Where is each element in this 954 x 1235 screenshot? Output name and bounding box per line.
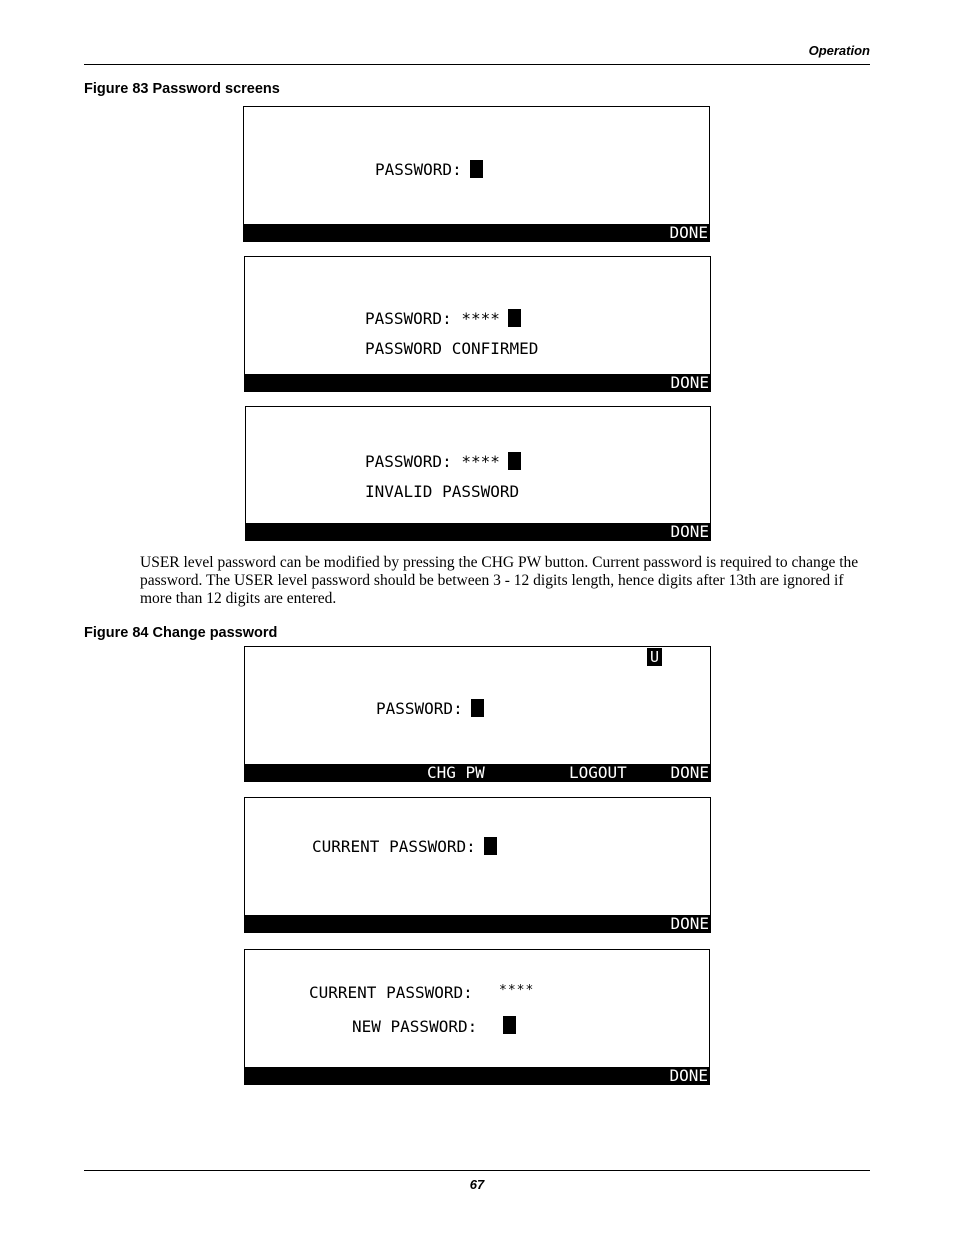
password-prompt: PASSWORD:	[376, 699, 484, 719]
invalid-password-message: INVALID PASSWORD	[365, 482, 520, 501]
logout-softkey[interactable]: LOGOUT	[569, 763, 627, 782]
done-softkey[interactable]: DONE	[670, 522, 709, 541]
softkey-bar	[245, 523, 711, 541]
softkey-bar	[243, 224, 710, 242]
figure-84-caption: Figure 84 Change password	[84, 625, 278, 641]
lcd-screen-invalid-password	[245, 406, 711, 541]
done-softkey[interactable]: DONE	[669, 223, 708, 242]
chg-pw-softkey[interactable]: CHG PW	[427, 763, 485, 782]
current-password-masked-value: ****	[499, 983, 535, 998]
user-level-badge: U	[647, 648, 662, 666]
figure-83-caption: Figure 83 Password screens	[84, 81, 280, 97]
header-rule	[84, 64, 870, 65]
body-paragraph	[140, 554, 875, 608]
current-password-prompt: CURRENT PASSWORD:	[312, 837, 497, 857]
softkey-bar	[244, 1067, 710, 1085]
input-cursor	[503, 1016, 516, 1034]
done-softkey[interactable]: DONE	[669, 1066, 708, 1085]
softkey-bar	[244, 915, 711, 933]
lcd-screen-password-entry	[243, 106, 710, 242]
lcd-screen-new-password	[244, 949, 710, 1085]
done-softkey[interactable]: DONE	[670, 914, 709, 933]
password-prompt: PASSWORD:	[375, 160, 483, 180]
done-softkey[interactable]: DONE	[670, 763, 709, 782]
page-number: 67	[469, 1177, 485, 1192]
softkey-bar	[244, 764, 711, 782]
lcd-screen-current-password	[244, 797, 711, 933]
paragraph-text: USER level password can be modified by pressing the CHG PW button. Current password is required to change the password. The USER level password should be between 3 - 12 digits length, hence digits after 13th are ignored if more than 12 digits are entered.	[140, 554, 859, 607]
password-confirmed-message: PASSWORD CONFIRMED	[365, 339, 539, 358]
password-prompt: PASSWORD: ****	[365, 309, 521, 329]
current-password-prompt: CURRENT PASSWORD:	[309, 983, 473, 1002]
softkey-bar	[244, 374, 711, 392]
lcd-screen-password-confirmed	[244, 256, 711, 392]
running-header: Operation	[808, 43, 870, 58]
password-prompt: PASSWORD: ****	[365, 452, 521, 472]
lcd-screen-user-password	[244, 646, 711, 782]
done-softkey[interactable]: DONE	[670, 373, 709, 392]
footer-rule	[84, 1170, 870, 1171]
new-password-prompt: NEW PASSWORD:	[352, 1017, 478, 1036]
